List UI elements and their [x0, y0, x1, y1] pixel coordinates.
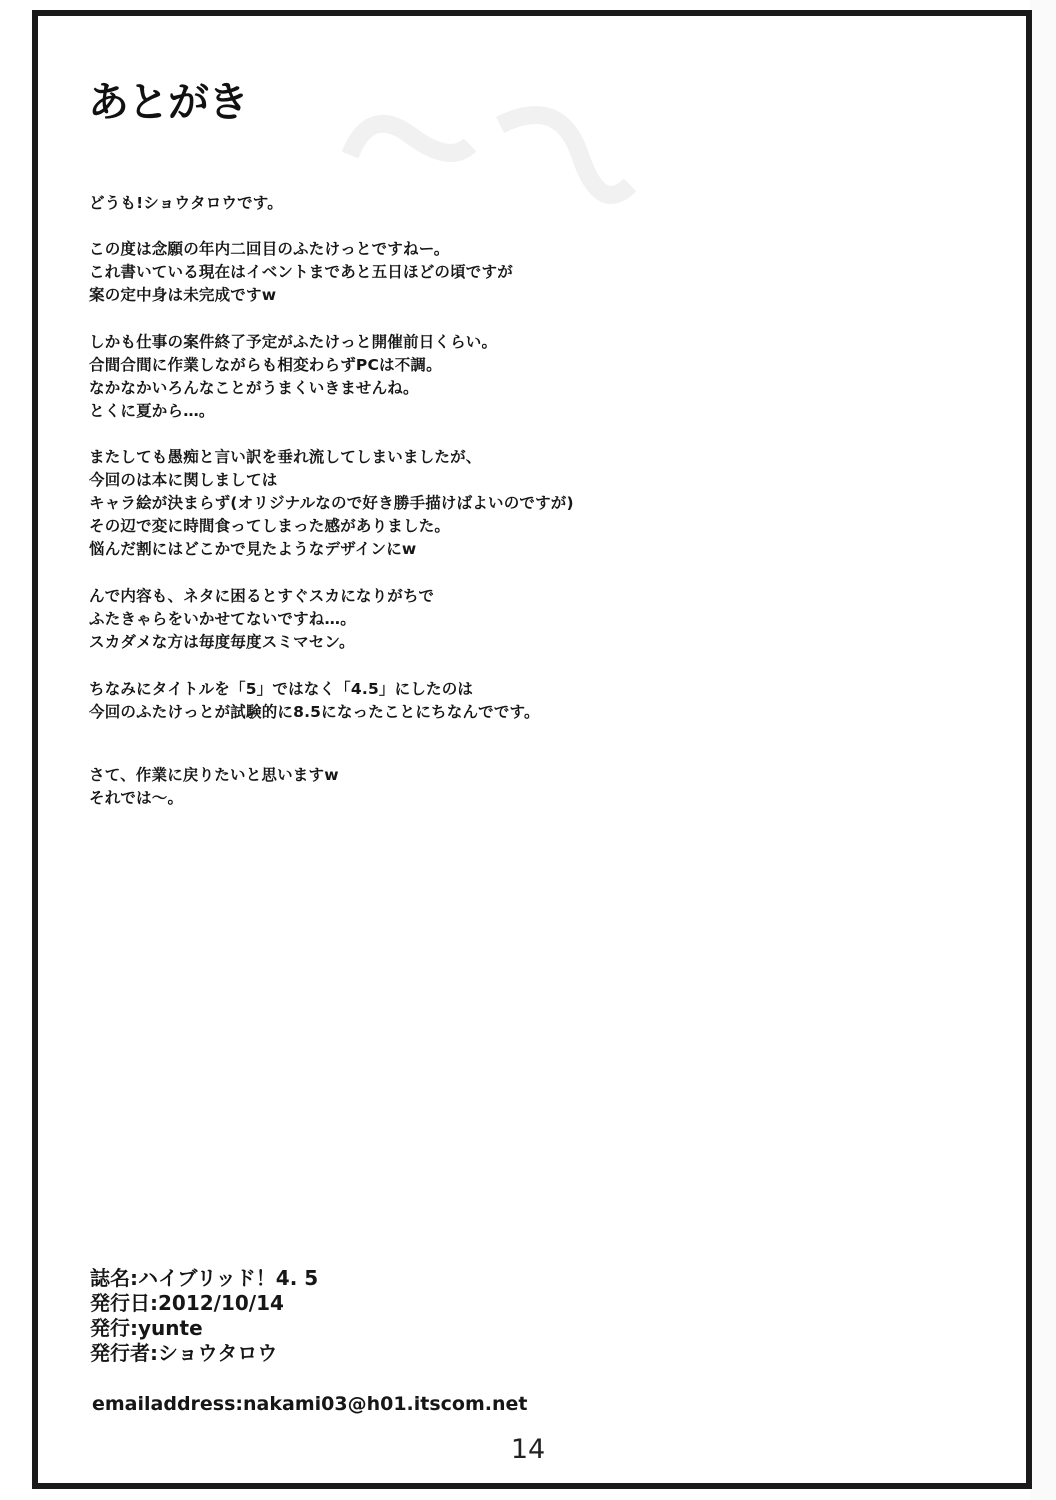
paragraph-title-note: [89, 678, 849, 724]
text-line: どうも!ショウタロウです。: [89, 194, 283, 212]
text-line: キャラ絵が決まらず(オリジナルなので好き勝手描けばよいのですが): [89, 494, 574, 512]
paragraph-work: [89, 331, 849, 423]
page-title: あとがき: [88, 78, 248, 126]
text-line: 案の定中身は未完成ですw: [89, 286, 277, 304]
page-number: 14: [510, 1434, 546, 1465]
colophon-date: 発行日:2012/10/14: [90, 1291, 284, 1315]
colophon-publisher: 発行:yunte: [90, 1316, 203, 1340]
text-line: 今回のふたけっとが試験的に8.5になったことにちなんでです。: [89, 703, 540, 721]
text-line: スカダメな方は毎度毎度スミマセン。: [89, 633, 355, 651]
paragraph-content: [89, 585, 849, 654]
text-line: それでは～。: [89, 789, 184, 807]
paragraph-event: [89, 238, 849, 307]
text-line: 悩んだ割にはどこかで見たようなデザインにw: [89, 540, 417, 558]
text-line: この度は念願の年内二回目のふたけっとですねー。: [89, 240, 450, 258]
text-line: 今回のは本に関しましては: [89, 471, 278, 489]
bleed-through-shadow: [330, 95, 650, 205]
scan-edge: [1030, 0, 1056, 1500]
text-line: さて、作業に戻りたいと思いますw: [89, 766, 339, 784]
text-line: んで内容も、ネタに困るとすぐスカになりがちで: [89, 587, 435, 605]
paragraph-greeting: [89, 192, 849, 215]
text-line: その辺で変に時間食ってしまった感がありました。: [89, 517, 451, 535]
email-address: emailaddress:nakami03@h01.itscom.net: [92, 1393, 528, 1415]
colophon: [90, 1266, 690, 1366]
paragraph-closing: [89, 764, 849, 810]
text-line: 合間合間に作業しながらも相変わらずPCは不調。: [89, 356, 442, 374]
colophon-title: 誌名:ハイブリッド！4. 5: [90, 1266, 319, 1290]
text-line: ふたきゃらをいかせてないですね…。: [89, 610, 356, 628]
text-line: ちなみにタイトルを「5」ではなく「4.5」にしたのは: [89, 680, 474, 698]
colophon-author: 発行者:ショウタロウ: [90, 1341, 278, 1365]
text-line: またしても愚痴と言い訳を垂れ流してしまいましたが、: [89, 448, 482, 466]
text-line: とくに夏から…。: [89, 402, 215, 420]
text-line: これ書いている現在はイベントまであと五日ほどの頃ですが: [89, 263, 513, 281]
afterword-body: [89, 192, 849, 810]
text-line: なかなかいろんなことがうまくいきませんね。: [89, 379, 419, 397]
text-line: しかも仕事の案件終了予定がふたけっと開催前日くらい。: [89, 333, 498, 351]
paragraph-design: [89, 446, 849, 561]
